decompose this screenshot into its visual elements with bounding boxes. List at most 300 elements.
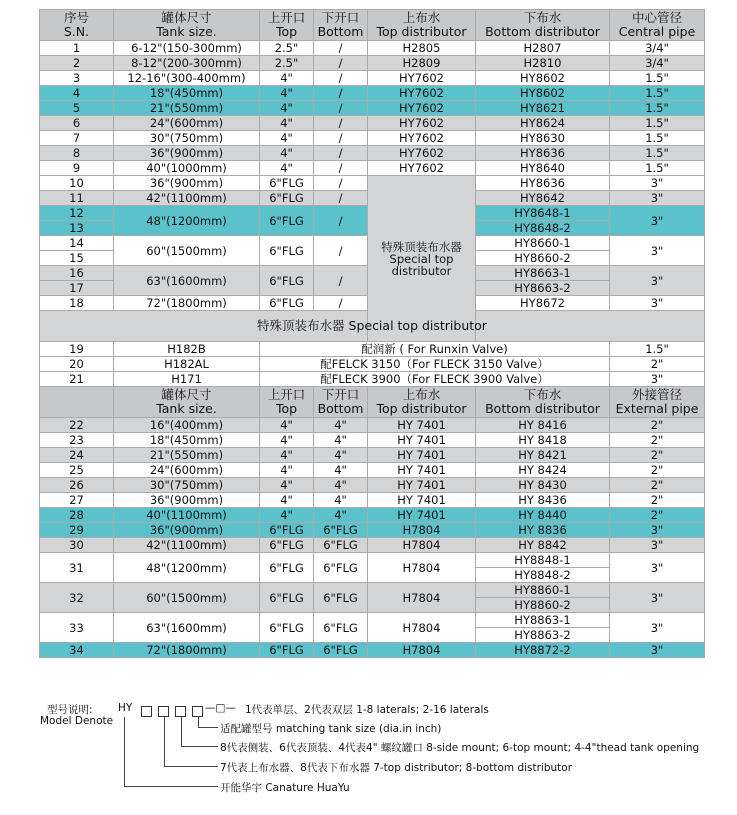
table-row bbox=[40, 387, 705, 418]
table-cell: H2807 bbox=[476, 41, 610, 56]
table-cell: 4" bbox=[260, 463, 314, 478]
table-cell: 1.5" bbox=[610, 161, 705, 176]
table-cell: H7804 bbox=[368, 643, 476, 658]
table-cell: HY 8418 bbox=[476, 433, 610, 448]
header-pipe-en: Central pipe bbox=[618, 24, 696, 39]
table-cell: HY 7401 bbox=[368, 433, 476, 448]
table-cell: / bbox=[314, 131, 368, 146]
table-cell: H7804 bbox=[368, 613, 476, 643]
header-label: 上开口 bbox=[267, 387, 306, 402]
special-band-title: 特殊顶装布水器 Special top distributor bbox=[40, 311, 705, 342]
table-row bbox=[40, 146, 705, 161]
table-row bbox=[40, 493, 705, 508]
table-cell: HY7602 bbox=[368, 71, 476, 86]
table-cell: / bbox=[314, 176, 368, 191]
table-row bbox=[40, 176, 705, 191]
table-cell: HY8660-1 bbox=[476, 236, 610, 251]
table-cell: 72"(1800mm) bbox=[114, 643, 260, 658]
table-cell: HY8648-2 bbox=[476, 221, 610, 236]
table-cell: HY7602 bbox=[368, 131, 476, 146]
table-row bbox=[40, 553, 705, 568]
table-cell: HY8642 bbox=[476, 191, 610, 206]
legend-connector bbox=[164, 766, 218, 767]
table-cell: 4" bbox=[260, 448, 314, 463]
table-cell: 24 bbox=[40, 448, 114, 463]
table-cell: 1.5" bbox=[610, 131, 705, 146]
table-row bbox=[40, 583, 705, 598]
table-cell: 48"(1200mm) bbox=[114, 553, 260, 583]
table-cell: 2.5" bbox=[260, 56, 314, 71]
legend-label-cn: 型号说明: bbox=[47, 704, 93, 716]
table-cell: HY8636 bbox=[476, 146, 610, 161]
table-cell: HY 8430 bbox=[476, 478, 610, 493]
table-row bbox=[40, 433, 705, 448]
table-cell: H7804 bbox=[368, 583, 476, 613]
table-cell: 2" bbox=[610, 463, 705, 478]
table-cell: 配FELCK 3150（For FLECK 3150 Valve） bbox=[260, 357, 610, 372]
table-cell: 3" bbox=[610, 191, 705, 206]
table-row bbox=[40, 56, 705, 71]
table-cell: 4" bbox=[314, 508, 368, 523]
table-cell: 18"(450mm) bbox=[114, 86, 260, 101]
header-label: External pipe bbox=[615, 401, 699, 416]
table-cell: HY8848-1 bbox=[476, 553, 610, 568]
table-cell: H2810 bbox=[476, 56, 610, 71]
table-row bbox=[40, 41, 705, 56]
table-cell: HY8630 bbox=[476, 131, 610, 146]
table-row bbox=[40, 131, 705, 146]
header-label: 外接管径 bbox=[631, 387, 682, 402]
table-row bbox=[40, 508, 705, 523]
table-cell: 4" bbox=[260, 161, 314, 176]
header-tank-en: Tank size. bbox=[156, 24, 217, 39]
table-cell: 4" bbox=[314, 493, 368, 508]
special-label: Special top bbox=[389, 251, 454, 266]
table-row bbox=[40, 161, 705, 176]
table-cell: 2 bbox=[40, 56, 114, 71]
table-cell: 1.5" bbox=[610, 342, 705, 357]
table-cell: HY8863-1 bbox=[476, 613, 610, 628]
table-cell: HY 8440 bbox=[476, 508, 610, 523]
table-cell: 21"(550mm) bbox=[114, 101, 260, 116]
table-cell: 4" bbox=[260, 86, 314, 101]
table-cell: 4" bbox=[314, 463, 368, 478]
table-cell: HY8663-2 bbox=[476, 281, 610, 296]
table-cell: 2" bbox=[610, 433, 705, 448]
table-cell: 15 bbox=[40, 251, 114, 266]
table-cell: / bbox=[314, 41, 368, 56]
table-cell: 6 bbox=[40, 116, 114, 131]
table-cell: H182B bbox=[114, 342, 260, 357]
table-cell: HY 7401 bbox=[368, 448, 476, 463]
legend-connector bbox=[164, 717, 165, 766]
table-cell: 6"FLG bbox=[314, 613, 368, 643]
table-cell: 27 bbox=[40, 493, 114, 508]
header-bottom-cn: 下开口 bbox=[321, 10, 360, 25]
legend-box-2 bbox=[158, 706, 169, 717]
table-cell: 6"FLG bbox=[260, 266, 314, 296]
table-cell: / bbox=[314, 71, 368, 86]
table-cell: 21"(550mm) bbox=[114, 448, 260, 463]
header-label: 上布水 bbox=[402, 387, 441, 402]
legend-connector bbox=[198, 717, 199, 727]
table-cell: / bbox=[314, 206, 368, 236]
table-cell: HY8602 bbox=[476, 86, 610, 101]
table-cell: / bbox=[314, 86, 368, 101]
table-cell: 3" bbox=[610, 553, 705, 583]
table-cell: 30"(750mm) bbox=[114, 478, 260, 493]
header-label: Bottom distributor bbox=[485, 401, 600, 416]
table-cell: 26 bbox=[40, 478, 114, 493]
table-row bbox=[40, 613, 705, 628]
table-cell: 6"FLG bbox=[260, 206, 314, 236]
table-cell: 5 bbox=[40, 101, 114, 116]
table-row bbox=[40, 538, 705, 553]
table-cell: 6"FLG bbox=[260, 176, 314, 191]
header-bottomdist-en: Bottom distributor bbox=[485, 24, 600, 39]
table-cell: / bbox=[314, 146, 368, 161]
table-cell: 3" bbox=[610, 296, 705, 311]
table-cell: 4" bbox=[260, 71, 314, 86]
table-cell: 40"(1100mm) bbox=[114, 508, 260, 523]
table-cell: 2" bbox=[610, 508, 705, 523]
table-cell: 8-12"(200-300mm) bbox=[114, 56, 260, 71]
table-row bbox=[40, 116, 705, 131]
table-cell: 21 bbox=[40, 372, 114, 387]
table-cell bbox=[114, 387, 260, 418]
table-cell: 31 bbox=[40, 553, 114, 583]
table-cell: 72"(1800mm) bbox=[114, 296, 260, 311]
header-label: 罐体尺寸 bbox=[161, 387, 212, 402]
table-cell: 6"FLG bbox=[260, 613, 314, 643]
table-cell: HY8663-1 bbox=[476, 266, 610, 281]
table-cell: 30"(750mm) bbox=[114, 131, 260, 146]
legend-line-5: 开能华宇 Canature HuaYu bbox=[220, 782, 350, 794]
table-cell: 63"(1600mm) bbox=[114, 266, 260, 296]
table-cell: 6"FLG bbox=[314, 583, 368, 613]
legend-connector bbox=[198, 727, 218, 728]
table-cell: 4 bbox=[40, 86, 114, 101]
legend-line-2: 适配罐型号 matching tank size (dia.in inch) bbox=[220, 723, 442, 735]
table-cell: 4" bbox=[260, 418, 314, 433]
table-cell: 4" bbox=[260, 131, 314, 146]
table-cell: 3 bbox=[40, 71, 114, 86]
table-cell: 16 bbox=[40, 266, 114, 281]
table-cell: 6"FLG bbox=[314, 553, 368, 583]
table-row bbox=[40, 342, 705, 357]
table-cell: 3" bbox=[610, 613, 705, 643]
table-cell: / bbox=[314, 101, 368, 116]
table-cell: 4" bbox=[314, 478, 368, 493]
table-cell: 2" bbox=[610, 448, 705, 463]
table-cell: 36"(900mm) bbox=[114, 146, 260, 161]
legend-line-4: 7代表上布水器、8代表下布水器 7-top distributor; 8-bottom distributor bbox=[220, 762, 573, 774]
table-cell: 3/4" bbox=[610, 41, 705, 56]
table-row bbox=[40, 418, 705, 433]
legend-connector bbox=[124, 717, 125, 786]
table-cell: 6"FLG bbox=[260, 643, 314, 658]
table-cell: 4" bbox=[314, 448, 368, 463]
table-cell: 60"(1500mm) bbox=[114, 236, 260, 266]
table-cell: 17 bbox=[40, 281, 114, 296]
header-row-top bbox=[40, 10, 705, 41]
table-cell: HY7602 bbox=[368, 146, 476, 161]
table-cell: 3" bbox=[610, 236, 705, 266]
table-cell: / bbox=[314, 56, 368, 71]
header-label: 下布水 bbox=[523, 387, 562, 402]
table-cell: H2805 bbox=[368, 41, 476, 56]
table-cell: H7804 bbox=[368, 553, 476, 583]
table-cell: 3" bbox=[610, 583, 705, 613]
table-cell: HY 8842 bbox=[476, 538, 610, 553]
table-cell: 4" bbox=[314, 418, 368, 433]
header-top-en: Top bbox=[275, 24, 298, 39]
header-topdist-en: Top distributor bbox=[376, 24, 467, 39]
legend-connector bbox=[181, 717, 182, 746]
table-cell: 3" bbox=[610, 206, 705, 236]
table-cell: 6"FLG bbox=[260, 523, 314, 538]
table-cell: 34 bbox=[40, 643, 114, 658]
header-bottomdist-cn: 下布水 bbox=[523, 10, 562, 25]
table-cell: / bbox=[314, 191, 368, 206]
table-cell: HY 7401 bbox=[368, 493, 476, 508]
table-row bbox=[40, 311, 705, 342]
table-cell: / bbox=[314, 266, 368, 296]
table-cell bbox=[314, 387, 368, 418]
table-cell: 7 bbox=[40, 131, 114, 146]
table-cell: HY 8836 bbox=[476, 523, 610, 538]
table-cell: 30 bbox=[40, 538, 114, 553]
table-cell: 19 bbox=[40, 342, 114, 357]
table-cell: HY8863-2 bbox=[476, 628, 610, 643]
table-cell: 2.5" bbox=[260, 41, 314, 56]
table-cell: 4" bbox=[314, 433, 368, 448]
table-cell: 1.5" bbox=[610, 71, 705, 86]
table-cell: 16"(400mm) bbox=[114, 418, 260, 433]
table-cell: / bbox=[314, 296, 368, 311]
table-cell: 36"(900mm) bbox=[114, 523, 260, 538]
table-cell: 18 bbox=[40, 296, 114, 311]
table-cell: 2" bbox=[610, 493, 705, 508]
table-cell: 4" bbox=[260, 508, 314, 523]
special-label: 特殊顶装布水器 bbox=[381, 239, 462, 254]
header-bottom-en: Bottom bbox=[317, 24, 364, 39]
table-cell: 4" bbox=[260, 101, 314, 116]
table-cell: 2" bbox=[610, 357, 705, 372]
table-cell: HY 7401 bbox=[368, 463, 476, 478]
table-cell: HY 7401 bbox=[368, 508, 476, 523]
table-cell: HY8848-2 bbox=[476, 568, 610, 583]
table-cell: 6"FLG bbox=[314, 643, 368, 658]
table-cell: 配FLECK 3900（For FLECK 3900 Valve） bbox=[260, 372, 610, 387]
table-cell: HY8624 bbox=[476, 116, 610, 131]
table-cell: H2809 bbox=[368, 56, 476, 71]
table-cell: HY7602 bbox=[368, 101, 476, 116]
table-row bbox=[40, 523, 705, 538]
table-cell: HY8621 bbox=[476, 101, 610, 116]
table-cell: 20 bbox=[40, 357, 114, 372]
table-cell: 6-12"(150-300mm) bbox=[114, 41, 260, 56]
table-cell: 4" bbox=[260, 146, 314, 161]
table-cell: HY8602 bbox=[476, 71, 610, 86]
table-row bbox=[40, 71, 705, 86]
table-cell: HY 8421 bbox=[476, 448, 610, 463]
table-cell: 3" bbox=[610, 372, 705, 387]
table-cell: 6"FLG bbox=[314, 523, 368, 538]
table-cell: 2" bbox=[610, 418, 705, 433]
header-sn-cn: 序号 bbox=[63, 10, 89, 25]
table-cell: 1.5" bbox=[610, 86, 705, 101]
table-cell: 4" bbox=[260, 116, 314, 131]
header-sn-en: S.N. bbox=[63, 24, 90, 39]
table-cell: 24"(600mm) bbox=[114, 116, 260, 131]
table-cell: 1.5" bbox=[610, 101, 705, 116]
legend-label-en: Model Denote bbox=[40, 715, 114, 727]
table-cell: 6"FLG bbox=[260, 236, 314, 266]
table-cell: / bbox=[314, 161, 368, 176]
table-cell: 3" bbox=[610, 266, 705, 296]
table-cell: 6"FLG bbox=[260, 296, 314, 311]
table-cell: HY8660-2 bbox=[476, 251, 610, 266]
legend-line-1: 1代表单层、2代表双层 1-8 laterals; 2-16 laterals bbox=[245, 704, 489, 716]
table-cell: 12-16"(300-400mm) bbox=[114, 71, 260, 86]
header-tank-cn: 罐体尺寸 bbox=[161, 10, 212, 25]
table-row bbox=[40, 643, 705, 658]
table-cell: 配润新 ( For Runxin Valve) bbox=[260, 342, 610, 357]
table-cell bbox=[260, 387, 314, 418]
legend-box-1 bbox=[141, 706, 152, 717]
header-label: Tank size. bbox=[156, 401, 217, 416]
table-cell: 18"(450mm) bbox=[114, 433, 260, 448]
table-cell: / bbox=[314, 236, 368, 266]
table-cell: HY7602 bbox=[368, 86, 476, 101]
table-cell: HY8860-2 bbox=[476, 598, 610, 613]
table-cell: 42"(1100mm) bbox=[114, 191, 260, 206]
model-legend bbox=[40, 698, 730, 808]
table-cell: 2" bbox=[610, 478, 705, 493]
table-cell bbox=[476, 387, 610, 418]
table-row bbox=[40, 478, 705, 493]
header-label: Top distributor bbox=[376, 401, 467, 416]
table-cell: 1 bbox=[40, 41, 114, 56]
header-label: Top bbox=[275, 401, 298, 416]
legend-dash: —□— bbox=[205, 702, 236, 714]
table-cell: HY8672 bbox=[476, 296, 610, 311]
table-cell: 1.5" bbox=[610, 146, 705, 161]
legend-prefix: HY bbox=[118, 702, 133, 714]
table-cell: 32 bbox=[40, 583, 114, 613]
header-label: 下开口 bbox=[321, 387, 360, 402]
table-cell: 4" bbox=[260, 433, 314, 448]
table-cell: 9 bbox=[40, 161, 114, 176]
table-cell: 48"(1200mm) bbox=[114, 206, 260, 236]
table-cell: 3/4" bbox=[610, 56, 705, 71]
legend-box-3 bbox=[175, 706, 186, 717]
table-cell: 3" bbox=[610, 523, 705, 538]
table-cell: HY8860-1 bbox=[476, 583, 610, 598]
table-cell: 6"FLG bbox=[260, 538, 314, 553]
header-topdist-cn: 上布水 bbox=[402, 10, 441, 25]
table-cell: 40"(1000mm) bbox=[114, 161, 260, 176]
table-row bbox=[40, 372, 705, 387]
table-cell: HY7602 bbox=[368, 116, 476, 131]
table-cell: 14 bbox=[40, 236, 114, 251]
table-cell: 13 bbox=[40, 221, 114, 236]
table-cell: 33 bbox=[40, 613, 114, 643]
table-cell: 3" bbox=[610, 538, 705, 553]
table-row bbox=[40, 448, 705, 463]
table-cell: 12 bbox=[40, 206, 114, 221]
table-cell: 1.5" bbox=[610, 116, 705, 131]
table-cell: 22 bbox=[40, 418, 114, 433]
table-cell: H7804 bbox=[368, 523, 476, 538]
legend-connector bbox=[181, 746, 218, 747]
table-cell: H171 bbox=[114, 372, 260, 387]
table-cell: HY 8436 bbox=[476, 493, 610, 508]
table-cell bbox=[368, 387, 476, 418]
table-cell: 29 bbox=[40, 523, 114, 538]
distributor-spec-table bbox=[39, 9, 705, 658]
table-cell: 36"(900mm) bbox=[114, 176, 260, 191]
legend-connector bbox=[124, 786, 218, 787]
table-cell bbox=[40, 387, 114, 418]
table-cell: HY 8424 bbox=[476, 463, 610, 478]
table-cell: 6"FLG bbox=[260, 191, 314, 206]
table-cell: 4" bbox=[260, 478, 314, 493]
table-cell: H182AL bbox=[114, 357, 260, 372]
table-cell: 4" bbox=[260, 493, 314, 508]
table-cell: 11 bbox=[40, 191, 114, 206]
table-cell: 24"(600mm) bbox=[114, 463, 260, 478]
table-cell: HY 8416 bbox=[476, 418, 610, 433]
table-cell: 6"FLG bbox=[260, 553, 314, 583]
table-cell: 42"(1100mm) bbox=[114, 538, 260, 553]
table-cell: HY8648-1 bbox=[476, 206, 610, 221]
table-cell: 3" bbox=[610, 176, 705, 191]
table-cell: HY7602 bbox=[368, 161, 476, 176]
special-label: distributor bbox=[391, 263, 452, 278]
table-cell: 25 bbox=[40, 463, 114, 478]
table-row bbox=[40, 463, 705, 478]
table-cell: 28 bbox=[40, 508, 114, 523]
table-cell: HY8872-2 bbox=[476, 643, 610, 658]
table-cell: / bbox=[314, 116, 368, 131]
table-cell bbox=[610, 387, 705, 418]
table-cell: 6"FLG bbox=[260, 583, 314, 613]
table-row bbox=[40, 101, 705, 116]
table-cell: 8 bbox=[40, 146, 114, 161]
table-cell: HY8636 bbox=[476, 176, 610, 191]
table-cell: 6"FLG bbox=[314, 538, 368, 553]
table-cell: 36"(900mm) bbox=[114, 493, 260, 508]
table-cell: 60"(1500mm) bbox=[114, 583, 260, 613]
table-cell: HY 7401 bbox=[368, 418, 476, 433]
header-label: Bottom bbox=[317, 401, 364, 416]
table-cell: 23 bbox=[40, 433, 114, 448]
table-row bbox=[40, 357, 705, 372]
table-cell: 10 bbox=[40, 176, 114, 191]
legend-line-3: 8代表侧装、6代表顶装、4代表4" 螺纹罐口 8-side mount; 6-top mount; 4-4"thead tank opening bbox=[220, 742, 700, 754]
legend-box-4 bbox=[192, 706, 203, 717]
header-pipe-cn: 中心管径 bbox=[631, 10, 682, 25]
table-cell: 63"(1600mm) bbox=[114, 613, 260, 643]
table-cell: H7804 bbox=[368, 538, 476, 553]
table-row bbox=[40, 86, 705, 101]
table-cell: HY 7401 bbox=[368, 478, 476, 493]
table-cell: 3" bbox=[610, 643, 705, 658]
header-top-cn: 上开口 bbox=[267, 10, 306, 25]
table-cell: HY8640 bbox=[476, 161, 610, 176]
